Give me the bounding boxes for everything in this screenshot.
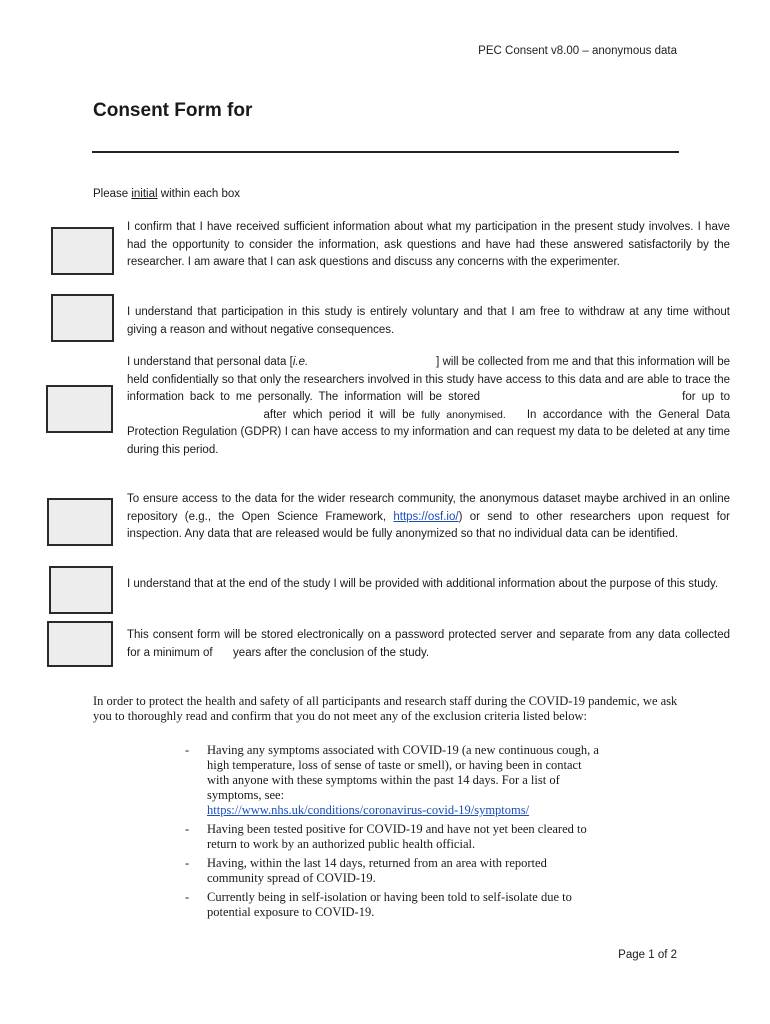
statement-1: I confirm that I have received sufficient information about what my participation in the present study involves. I have had the opportunity to consider the information, ask questions and have had these answered satisfactorily by the researcher. I am aware that I can ask questions and discuss any concerns with the experimenter. [127, 221, 730, 269]
study-title-line[interactable] [92, 151, 679, 153]
initial-box-2[interactable] [51, 294, 114, 342]
s4-part2: ) or send to other researchers upon request for inspection. Any data that are released would be fully anonymized so that no individual data can be identified. [127, 510, 730, 541]
initial-box-1[interactable] [51, 227, 114, 275]
s3-part3: for up to [682, 391, 730, 404]
exclusion-item-2 [185, 822, 605, 852]
version-header: PEC Consent v8.00 – anonymous data [478, 45, 677, 57]
initial-box-3[interactable] [46, 385, 113, 433]
page-title: Consent Form for [93, 100, 253, 121]
statement-6 [127, 627, 730, 662]
exclusion-item-1-text: Having any symptoms associated with COVID-19 (a new continuous cough, a high temperature, loss of sense of taste or smell), or having been in contact with anyone with these symptoms within the past 14 days. For a list of symptoms, see: [207, 743, 599, 802]
list-dash: - [185, 743, 190, 757]
s3-fully-anonymised: fully anonymised. [421, 408, 506, 421]
list-dash: - [185, 890, 190, 904]
exclusion-item-4 [185, 890, 605, 920]
instruction-prefix: Please [93, 188, 132, 200]
nhs-symptoms-link[interactable]: https://www.nhs.uk/conditions/coronavirus-covid-19/symptoms/ [207, 803, 530, 817]
initial-box-5[interactable] [49, 566, 113, 614]
initial-box-4[interactable] [47, 498, 113, 546]
instruction-initial: initial [131, 188, 158, 200]
exclusion-criteria-list [185, 743, 605, 924]
initial-instruction [93, 188, 240, 200]
s3-part5: In accordance with the General Data Protection Regulation (GDPR) I can have access to my information and can request my data to be deleted at any time during this period. [127, 408, 730, 456]
s3-part4: after which period it will be [263, 408, 415, 421]
list-dash: - [185, 856, 190, 870]
s3-part2: ] will be collected from me and that this information will be held confidentially so that only the researchers involved in this study have access to this data and are able to trace the information back to me personally. The information will be stored [127, 356, 730, 404]
exclusion-item-4-text: Currently being in self-isolation or having been told to self-isolate due to potential exposure to COVID-19. [207, 890, 572, 919]
s3-ie: i.e. [292, 356, 309, 368]
exclusion-item-3 [185, 856, 605, 886]
statement-5: I understand that at the end of the study I will be provided with additional information about the purpose of this study. [127, 578, 719, 590]
statement-3 [127, 354, 730, 460]
s4-part1: To ensure access to the data for the wider research community, the anonymous dataset maybe archived in an online repository (e.g., the Open Science Framework, [127, 493, 730, 523]
s6-part2: years after the conclusion of the study. [233, 646, 430, 659]
list-dash: - [185, 822, 190, 836]
statement-4 [127, 491, 730, 544]
exclusion-item-1 [185, 743, 605, 818]
statement-2: I understand that participation in this study is entirely voluntary and that I am free to withdraw at any time without giving a reason and without negative consequences. [127, 306, 730, 336]
instruction-suffix: within each box [157, 188, 241, 200]
s6-part1: This consent form will be stored electronically on a password protected server and separate from any data collected for a minimum of [127, 629, 730, 659]
exclusion-item-2-text: Having been tested positive for COVID-19 and have not yet been cleared to return to work by an authorized public health official. [207, 822, 587, 851]
page-number: Page 1 of 2 [618, 949, 677, 961]
osf-link[interactable]: https://osf.io/ [393, 510, 459, 523]
s3-part1: I understand that personal data [ [127, 356, 293, 368]
exclusion-item-3-text: Having, within the last 14 days, returned from an area with reported community spread of COVID-19. [207, 856, 547, 885]
initial-box-6[interactable] [47, 621, 113, 667]
covid-intro: In order to protect the health and safety of all participants and research staff during the COVID-19 pandemic, we ask you to thoroughly read and confirm that you do not meet any of the exclusion criteria listed below: [93, 694, 678, 723]
